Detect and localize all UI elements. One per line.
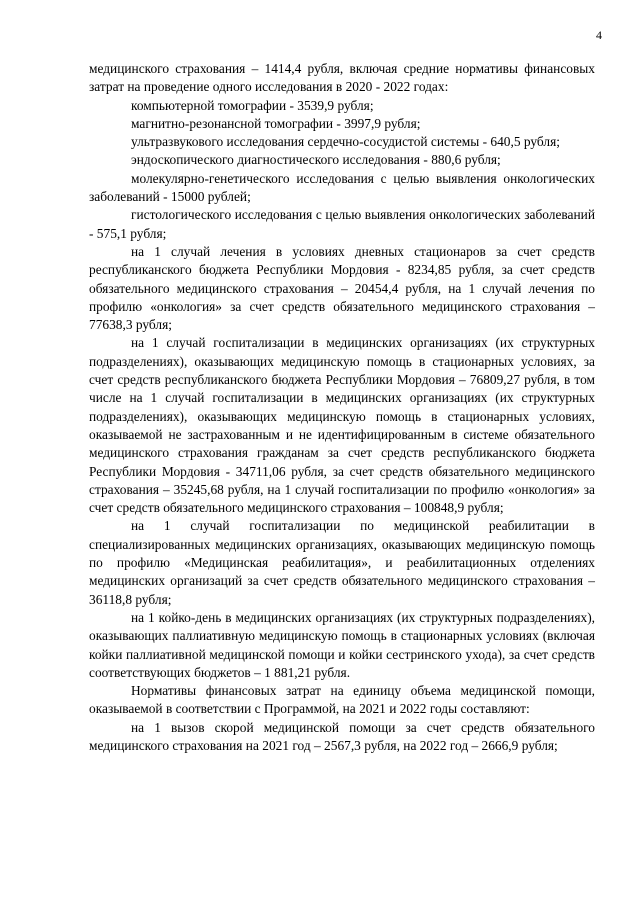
paragraph-day-hospital: на 1 случай лечения в условиях дневных стационаров за счет средств республиканского бюджета Республики Мордовия - 8234,85 рубля, за счет средств обязательного медицинского страхования – 20454,4 рубля, на 1 случай лечения по профилю «онкология» за счет средств обязательного медицинского страхования – 77638,3 рубля; <box>89 243 595 333</box>
paragraph-ultrasound: ультразвукового исследования сердечно-сосудистой системы - 640,5 рубля; <box>131 134 560 150</box>
paragraph-hospitalization: на 1 случай госпитализации в медицинских организациях (их структурных подразделениях), оказывающих медицинскую помощь в стационарных условиях, за счет средств республиканского бюджета Республики Мордовия – 76809,27 рубля, в том числе на 1 случай госпитализации в медицинских организациях (их структурных подразделениях), оказывающих медицинскую помощь в стационарных условиях, оказываемой не застрахованным и не идентифицированным в системе обязательного медицинского страхования гражданам за счет средств республиканского бюджета Республики Мордовия - 34711,06 рубля, за счет средств обязательного медицинского страхования – 35245,68 рубля, на 1 случай госпитализации по профилю «онкология» за счет средств обязательного медицинского страхования – 100848,9 рубля; <box>89 335 595 516</box>
paragraph-histology: гистологического исследования с целью выявления онкологических заболеваний - 575,1 рубля; <box>89 207 595 241</box>
paragraph-rehabilitation: на 1 случай госпитализации по медицинской реабилитации в специализированных медицинских организациях, оказывающих медицинскую помощь по профилю «Медицинская реабилитация», и реабилитационных отделениях медицинских организаций за счет средств обязательного медицинского страхования – 36118,8 рубля; <box>89 518 595 607</box>
document-body <box>89 60 595 755</box>
paragraph-intro: медицинского страхования – 1414,4 рубля, включая средние нормативы финансовых затрат на проведение одного исследования в 2020 - 2022 годах: <box>89 61 595 95</box>
paragraph-ambulance: на 1 вызов скорой медицинской помощи за счет средств обязательного медицинского страхования на 2021 год – 2567,3 рубля, на 2022 год – 2666,9 рубля; <box>89 719 595 753</box>
paragraph-palliative: на 1 койко-день в медицинских организациях (их структурных подразделениях), оказывающих паллиативную медицинскую помощь в стационарных условиях (включая койки паллиативной медицинской помощи и койки сестринского ухода), за счет средств соответствующих бюджетов – 1 881,21 рубля. <box>89 609 595 680</box>
paragraph-molecular-genetic: молекулярно-генетического исследования с целью выявления онкологических заболеваний - 15000 рублей; <box>89 170 595 205</box>
paragraph-mri: магнитно-резонансной томографии - 3997,9 рубля; <box>131 115 421 131</box>
page-number: 4 <box>596 28 602 42</box>
paragraph-ct: компьютерной томографии - 3539,9 рубля; <box>131 97 374 113</box>
paragraph-norms-2021-2022: Нормативы финансовых затрат на единицу объема медицинской помощи, оказываемой в соответствии с Программой, на 2021 и 2022 годы составляют: <box>89 683 595 717</box>
paragraph-endoscopy: эндоскопического диагностического исследования - 880,6 рубля; <box>131 152 501 168</box>
